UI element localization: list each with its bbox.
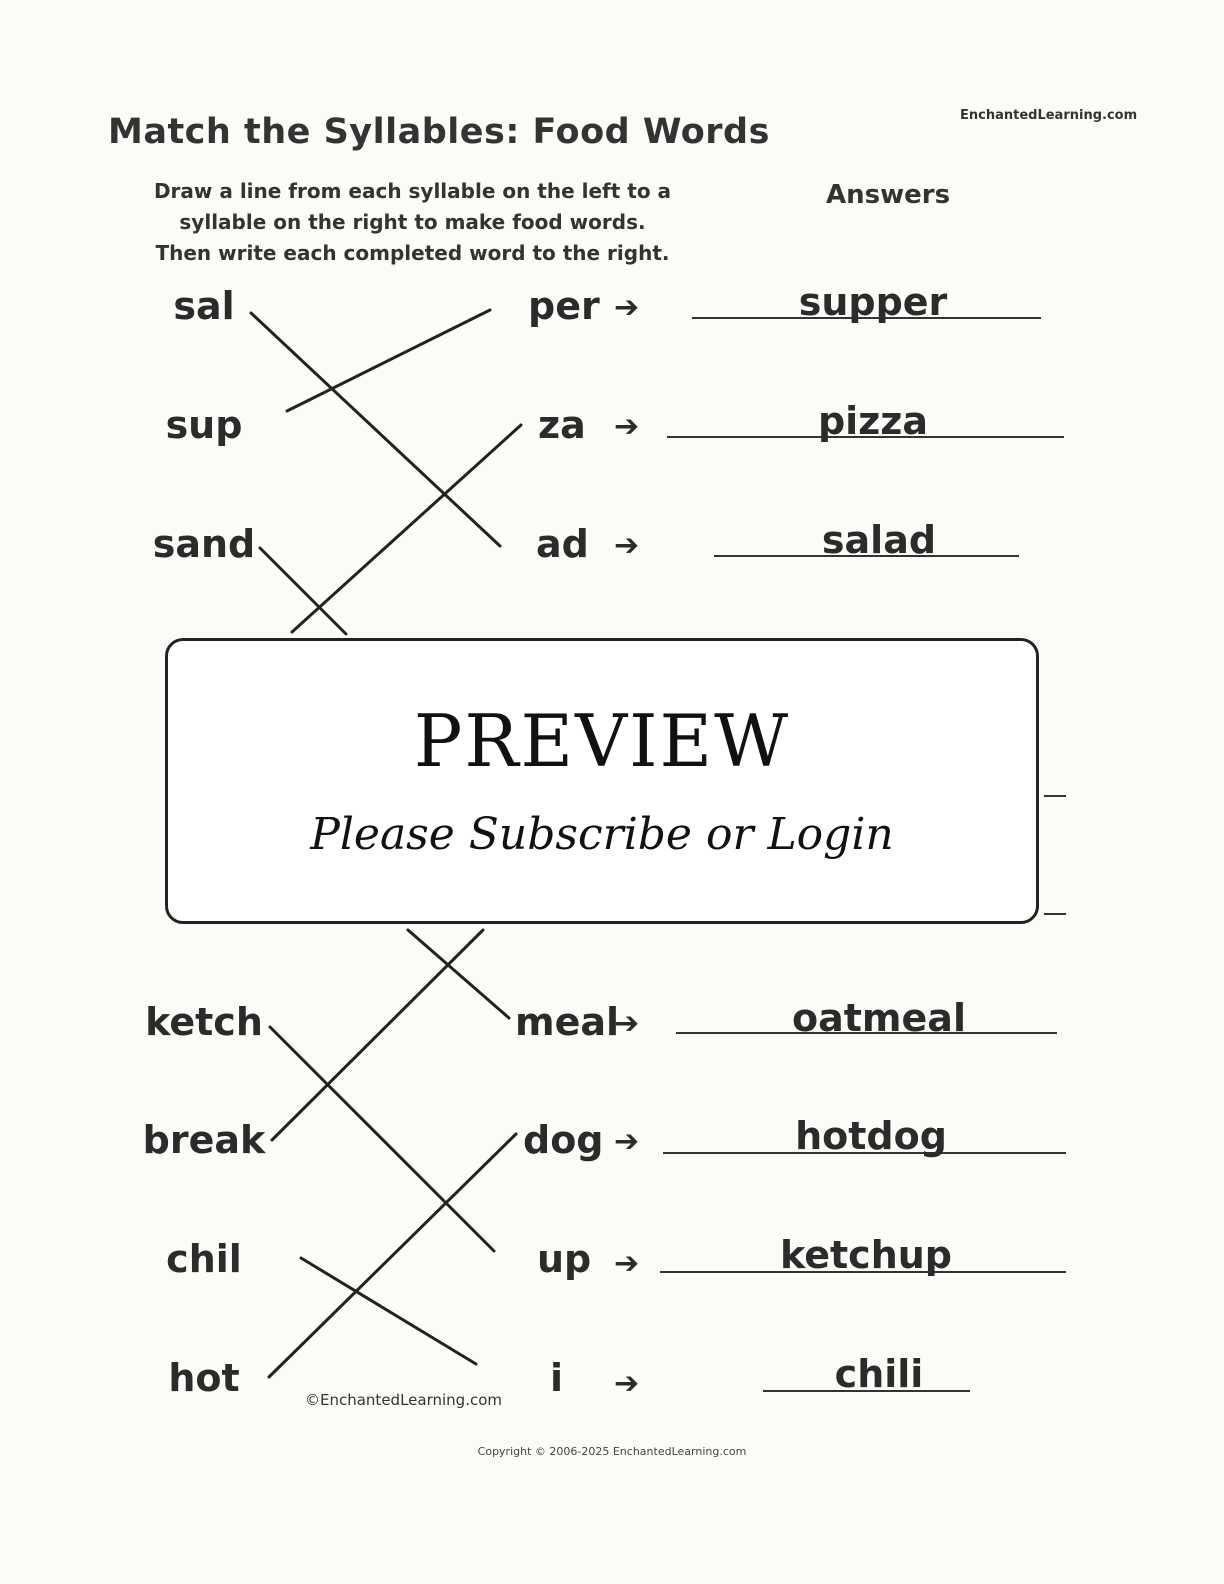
match-line — [270, 1027, 494, 1251]
answer-word: supper — [798, 280, 948, 324]
left-syllable: ketch — [145, 1000, 263, 1044]
right-syllable: i — [550, 1356, 564, 1400]
left-syllable: sal — [173, 284, 235, 328]
match-line — [292, 425, 521, 632]
left-syllable: break — [142, 1118, 266, 1162]
match-line — [408, 930, 509, 1018]
right-syllable: za — [538, 403, 586, 447]
right-syllable: dog — [523, 1118, 604, 1162]
arrow-right-icon: ➔ — [614, 528, 640, 563]
left-syllable: chil — [166, 1237, 242, 1281]
answer-word: chili — [834, 1352, 924, 1396]
match-line — [251, 313, 500, 546]
match-line — [287, 310, 490, 411]
arrow-right-icon: ➔ — [614, 1246, 640, 1281]
left-syllable: sup — [165, 403, 243, 447]
match-line — [269, 1134, 516, 1377]
instruction-line: Then write each completed word to the right. — [155, 241, 670, 265]
preview-title: PREVIEW — [413, 699, 791, 783]
answer-word: salad — [821, 518, 937, 562]
preview-overlay — [165, 638, 1039, 924]
arrow-right-icon: ➔ — [614, 1006, 640, 1041]
right-syllable: meal — [515, 1000, 620, 1044]
arrow-right-icon: ➔ — [614, 409, 640, 444]
instruction-line: syllable on the right to make food words. — [179, 210, 646, 234]
answers-heading: Answers — [826, 180, 951, 210]
match-line — [301, 1258, 476, 1364]
site-name: EnchantedLearning.com — [960, 108, 1138, 123]
page-footer: Copyright © 2006-2025 EnchantedLearning.com — [477, 1445, 747, 1458]
arrow-right-icon: ➔ — [614, 290, 640, 325]
left-syllable: hot — [168, 1356, 240, 1400]
answer-word: oatmeal — [792, 996, 966, 1040]
instruction-line: Draw a line from each syllable on the left to a — [153, 179, 672, 203]
match-line — [272, 930, 483, 1140]
arrow-right-icon: ➔ — [614, 1124, 640, 1159]
worksheet-copyright: ©EnchantedLearning.com — [305, 1391, 502, 1409]
answer-word: hotdog — [795, 1114, 947, 1158]
left-syllable: sand — [152, 522, 256, 566]
answer-word: ketchup — [779, 1233, 953, 1277]
right-syllable: up — [537, 1237, 592, 1281]
page-title: Match the Syllables: Food Words — [108, 112, 770, 152]
preview-subtitle: Please Subscribe or Login — [310, 809, 894, 860]
right-syllable: per — [528, 284, 600, 328]
right-syllable: ad — [536, 522, 589, 566]
arrow-right-icon: ➔ — [614, 1366, 640, 1401]
answer-word: pizza — [817, 399, 929, 443]
